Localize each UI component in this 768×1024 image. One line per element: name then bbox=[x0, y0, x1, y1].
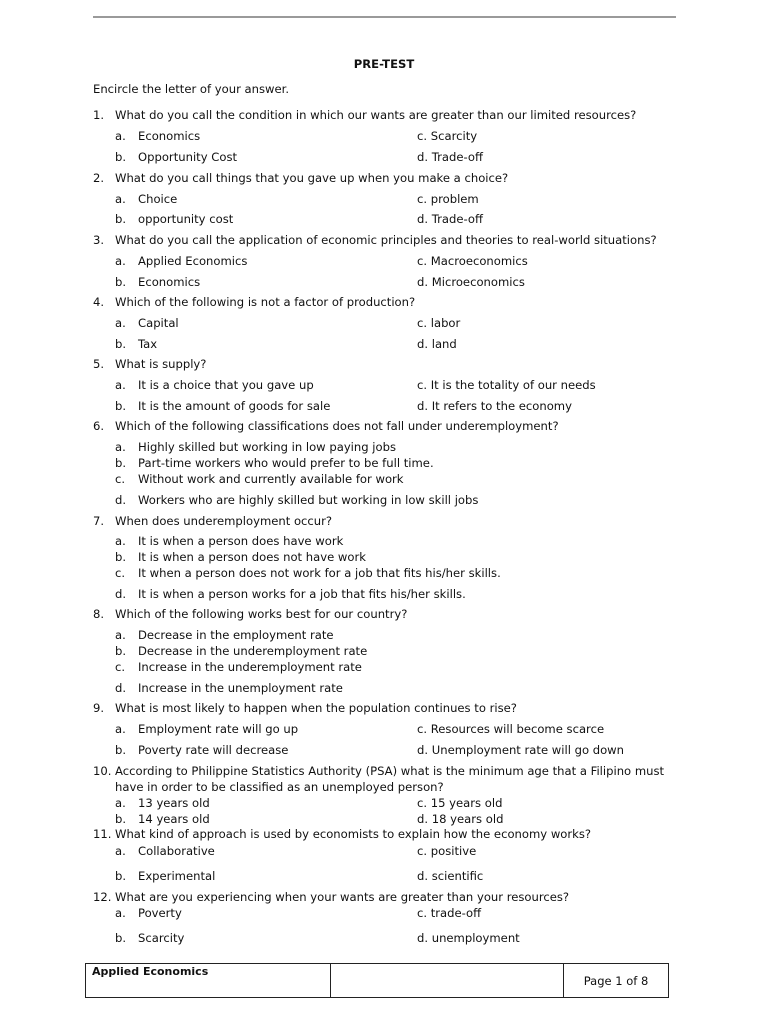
option-letter: a. bbox=[115, 628, 126, 642]
option-text: It is the amount of goods for sale bbox=[138, 399, 331, 413]
option-text: Decrease in the underemployment rate bbox=[138, 644, 368, 658]
option-text: It is a choice that you gave up bbox=[138, 378, 314, 392]
question-text: What kind of approach is used by economists to explain how the economy works? bbox=[115, 827, 592, 841]
option-letter: b. bbox=[115, 644, 127, 658]
footer-subject-cell bbox=[86, 964, 331, 997]
answer-option[interactable]: d. unemployment bbox=[417, 931, 520, 945]
question-number: 12. bbox=[93, 890, 112, 904]
option-text: Economics bbox=[138, 275, 201, 289]
option-text: Decrease in the employment rate bbox=[138, 628, 334, 642]
question-number: 4. bbox=[93, 295, 105, 309]
option-letter: d. bbox=[115, 493, 127, 507]
option-text: Workers who are highly skilled but working in low skill jobs bbox=[138, 493, 479, 507]
option-text: Collaborative bbox=[138, 844, 215, 858]
page-title: PRE-TEST bbox=[353, 57, 415, 71]
question-text: When does underemployment occur? bbox=[115, 514, 333, 528]
question-number: 2. bbox=[93, 171, 105, 185]
footer-blank-cell bbox=[331, 964, 564, 997]
question-text: What is supply? bbox=[115, 357, 207, 371]
option-letter: d. bbox=[115, 587, 127, 601]
answer-option[interactable]: c. It is the totality of our needs bbox=[417, 378, 596, 392]
question-text: Which of the following is not a factor of production? bbox=[115, 295, 416, 309]
option-text: Employment rate will go up bbox=[138, 722, 299, 736]
question-text: What are you experiencing when your wants are greater than your resources? bbox=[115, 890, 570, 904]
option-letter: a. bbox=[115, 254, 126, 268]
option-text: Capital bbox=[138, 316, 179, 330]
answer-option[interactable]: c. labor bbox=[417, 316, 461, 330]
option-text: Experimental bbox=[138, 869, 216, 883]
question-number: 7. bbox=[93, 514, 105, 528]
option-text: Part-time workers who would prefer to be full time. bbox=[138, 456, 434, 470]
option-text: It is when a person does have work bbox=[138, 534, 344, 548]
option-letter: b. bbox=[115, 337, 127, 351]
answer-option[interactable]: d. Trade-off bbox=[417, 212, 483, 226]
question-text: What do you call the application of economic principles and theories to real-world situations? bbox=[115, 233, 657, 247]
option-text: Without work and currently available for work bbox=[138, 472, 404, 486]
option-letter: a. bbox=[115, 722, 126, 736]
option-text: Poverty rate will decrease bbox=[138, 743, 289, 757]
option-letter: a. bbox=[115, 906, 126, 920]
option-text: Applied Economics bbox=[138, 254, 248, 268]
question-number: 3. bbox=[93, 233, 105, 247]
option-text: 13 years old bbox=[138, 796, 210, 810]
question-number: 9. bbox=[93, 701, 105, 715]
footer-page-cell bbox=[564, 964, 668, 997]
question-text: What do you call the condition in which our wants are greater than our limited resources? bbox=[115, 108, 637, 122]
question-number: 10. bbox=[93, 764, 112, 778]
option-text: opportunity cost bbox=[138, 212, 234, 226]
option-letter: b. bbox=[115, 275, 127, 289]
answer-option[interactable]: c. Resources will become scarce bbox=[417, 722, 605, 736]
question-number: 8. bbox=[93, 607, 105, 621]
top-rule bbox=[93, 16, 676, 18]
question-number: 6. bbox=[93, 419, 105, 433]
option-text: Poverty bbox=[138, 906, 182, 920]
answer-option[interactable]: c. Scarcity bbox=[417, 129, 478, 143]
option-letter: b. bbox=[115, 456, 127, 470]
option-letter: a. bbox=[115, 534, 126, 548]
option-text: It is when a person works for a job that fits his/her skills. bbox=[138, 587, 466, 601]
answer-option[interactable]: c. Macroeconomics bbox=[417, 254, 528, 268]
question-text: Which of the following classifications does not fall under underemployment? bbox=[115, 419, 559, 433]
option-letter: b. bbox=[115, 399, 127, 413]
answer-option[interactable]: d. Microeconomics bbox=[417, 275, 525, 289]
option-letter: a. bbox=[115, 378, 126, 392]
option-letter: b. bbox=[115, 869, 127, 883]
option-letter: a. bbox=[115, 440, 126, 454]
option-text: Scarcity bbox=[138, 931, 185, 945]
footer-table bbox=[85, 963, 669, 998]
answer-option[interactable]: c. problem bbox=[417, 192, 479, 206]
option-letter: b. bbox=[115, 812, 127, 826]
question-text: What is most likely to happen when the population continues to rise? bbox=[115, 701, 517, 715]
option-letter: c. bbox=[115, 566, 126, 580]
option-text: 14 years old bbox=[138, 812, 210, 826]
option-text: Opportunity Cost bbox=[138, 150, 238, 164]
answer-option[interactable]: d. scientific bbox=[417, 869, 484, 883]
option-letter: d. bbox=[115, 681, 127, 695]
answer-option[interactable]: d. 18 years old bbox=[417, 812, 504, 826]
question-number: 1. bbox=[93, 108, 105, 122]
answer-option[interactable]: c. trade-off bbox=[417, 906, 482, 920]
answer-option[interactable]: c. positive bbox=[417, 844, 477, 858]
option-text: It is when a person does not have work bbox=[138, 550, 366, 564]
answer-option[interactable]: d. Trade-off bbox=[417, 150, 483, 164]
option-letter: c. bbox=[115, 660, 126, 674]
option-letter: b. bbox=[115, 150, 127, 164]
option-letter: a. bbox=[115, 192, 126, 206]
footer-subject: Applied Economics bbox=[92, 965, 209, 978]
option-letter: b. bbox=[115, 743, 127, 757]
option-text: Choice bbox=[138, 192, 178, 206]
option-letter: b. bbox=[115, 212, 127, 226]
option-letter: c. bbox=[115, 472, 126, 486]
option-letter: a. bbox=[115, 129, 126, 143]
question-number: 5. bbox=[93, 357, 105, 371]
question-text: According to Philippine Statistics Authority (PSA) what is the minimum age that a Filipino must have in order to be classified as an unemployed person? bbox=[115, 764, 665, 794]
answer-option[interactable]: d. Unemployment rate will go down bbox=[417, 743, 625, 757]
option-text: Highly skilled but working in low paying jobs bbox=[138, 440, 397, 454]
option-text: Tax bbox=[138, 337, 158, 351]
instruction: Encircle the letter of your answer. bbox=[93, 82, 290, 96]
answer-option[interactable]: d. land bbox=[417, 337, 457, 351]
question-text: What do you call things that you gave up when you make a choice? bbox=[115, 171, 509, 185]
answer-option[interactable]: c. 15 years old bbox=[417, 796, 503, 810]
option-letter: a. bbox=[115, 844, 126, 858]
option-text: It when a person does not work for a job that fits his/her skills. bbox=[138, 566, 501, 580]
option-letter: a. bbox=[115, 796, 126, 810]
question-text: Which of the following works best for our country? bbox=[115, 607, 408, 621]
option-text: Increase in the unemployment rate bbox=[138, 681, 343, 695]
option-letter: b. bbox=[115, 550, 127, 564]
question-number: 11. bbox=[93, 827, 112, 841]
option-letter: a. bbox=[115, 316, 126, 330]
page-number: Page 1 of 8 bbox=[583, 974, 649, 988]
option-letter: b. bbox=[115, 931, 127, 945]
option-text: Increase in the underemployment rate bbox=[138, 660, 362, 674]
option-text: Economics bbox=[138, 129, 201, 143]
answer-option[interactable]: d. It refers to the economy bbox=[417, 399, 572, 413]
